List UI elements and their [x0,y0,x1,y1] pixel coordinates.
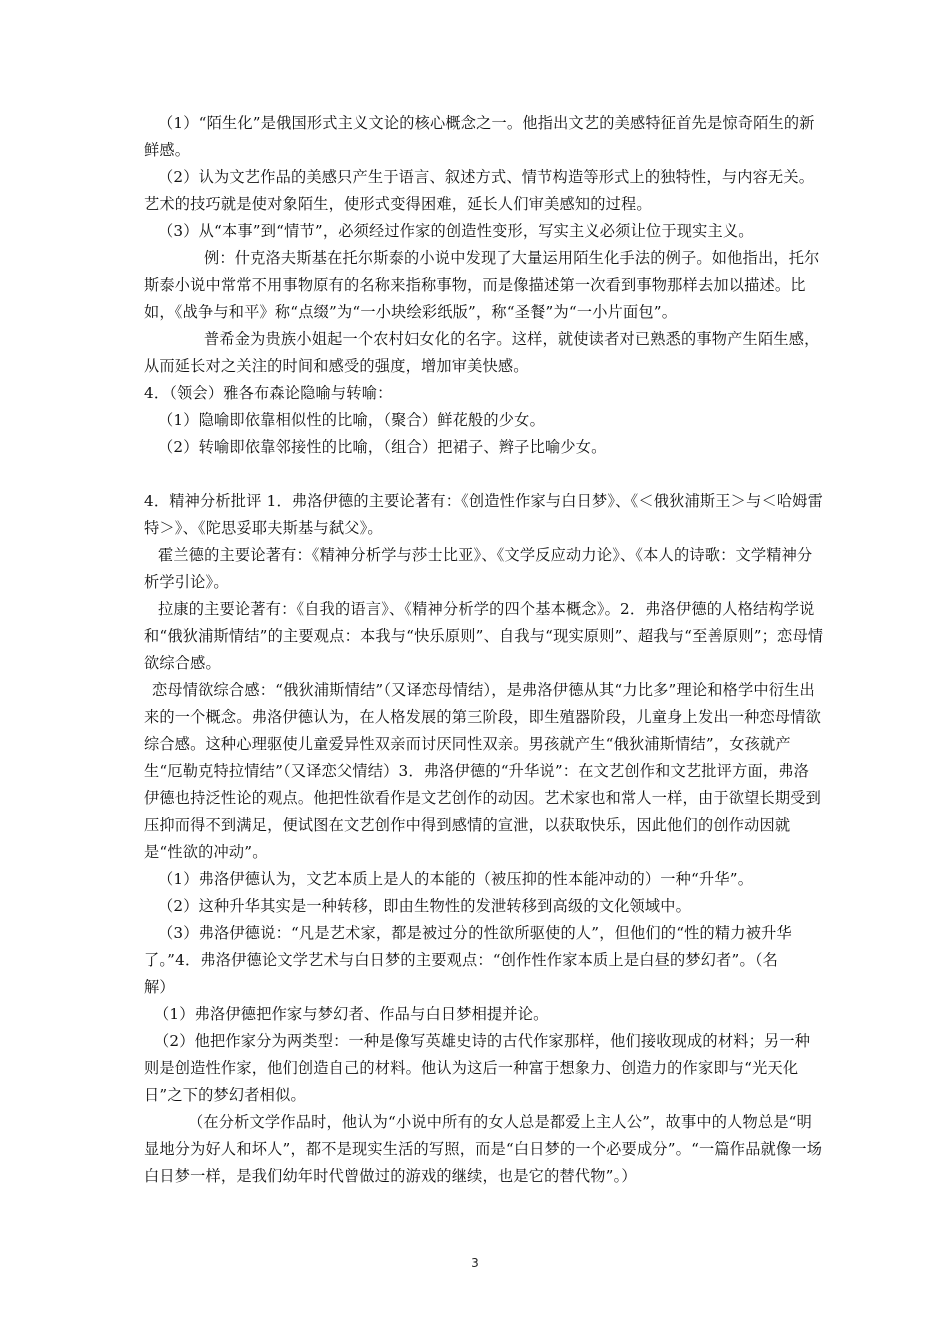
paragraph: 霍兰德的主要论著有：《精神分析学与莎士比亚》、《文学反应动力论》、《本人的诗歌：文学精神分析学引论》。 [144,546,813,591]
paragraph: 例：什克洛夫斯基在托尔斯泰的小说中发现了大量运用陌生化手法的例子。如他指出，托尔斯泰小说中常常不用事物原有的名称来指称事物，而是像描述第一次看到事物那样去加以描述。比如，《战争与和平》称“点缀”为“一小块绘彩纸版”，称“圣餐”为“一小片面包”。 [144,249,820,321]
blank-line [144,461,824,488]
paragraph: （3）弗洛伊德说：“凡是艺术家，都是被过分的性欲所驱使的人”，但他们的“性的精力被升华了。”4．弗洛伊德论文学艺术与白日梦的主要观点：“创作性作家本质上是白昼的梦幻者”。（名 [144,924,792,969]
paragraph: 恋母情欲综合感：“俄狄浦斯情结”（又译恋母情结），是弗洛伊德从其“力比多”理论和格学中衍生出来的一个概念。弗洛伊德认为，在人格发展的第三阶段，即生殖器阶段，儿童身上发出一种恋母情欲综合感。这种心理驱使儿童爱异性双亲而讨厌同性双亲。男孩就产生“俄狄浦斯情结”，女孩就产生“厄勒克特拉情结”（又译恋父情结）3．弗洛伊德的“升华说”：在文艺创作和文艺批评方面，弗洛伊德也持泛性论的观点。他把性欲看作是文艺创作的动因。艺术家也和常人一样，由于欲望长期受到压抑而得不到满足，便试图在文艺创作中得到感情的宣泄，以获取快乐，因此他们的创作动因就是“性欲的冲动”。 [144,681,822,861]
paragraph: 拉康的主要论著有：《自我的语言》、《精神分析学的四个基本概念》。2．弗洛伊德的人格结构学说和“俄狄浦斯情结”的主要观点：本我与“快乐原则”、自我与“现实原则”、超我与“至善原则”；恋母情欲综合感。 [144,600,824,672]
paragraph: （2）他把作家分为两类型：一种是像写英雄史诗的古代作家那样，他们接收现成的材料；另一种则是创造性作家，他们创造自己的材料。他认为这后一种富于想象力、创造力的作家即与“光天化日”之下的梦幻者相似。 [144,1032,811,1104]
paragraph: （1）弗洛伊德认为，文艺本质上是人的本能的（被压抑的性本能冲动的）一种“升华”。 [158,870,754,888]
paragraph: （1）弗洛伊德把作家与梦幻者、作品与白日梦相提并论。 [154,1005,549,1023]
paragraph: （2）转喻即依靠邻接性的比喻，（组合）把裙子、辫子比喻少女。 [158,438,607,456]
section-heading: 4．精神分析批评 1．弗洛伊德的主要论著有：《创造性作家与白日梦》、《＜俄狄浦斯王＞与＜哈姆雷特＞》、《陀思妥耶夫斯基与弑父》。 [144,492,824,537]
page-number: 3 [471,1256,479,1270]
document-body [144,110,824,1190]
paragraph: 普希金为贵族小姐起一个农村妇女化的名字。这样，就使读者对已熟悉的事物产生陌生感，从而延长对之关注的时间和感受的强度，增加审美快感。 [144,330,820,375]
paragraph: （1）隐喻即依靠相似性的比喻，（聚合）鲜花般的少女。 [158,411,545,429]
paragraph: （3）从“本事”到“情节”，必须经过作家的创造性变形，写实主义必须让位于现实主义。 [158,222,754,240]
section-heading: 4．（领会）雅各布森论隐喻与转喻： [144,384,393,402]
paragraph: （2）这种升华其实是一种转移，即由生物性的发泄转移到高级的文化领域中。 [158,897,692,915]
paragraph: （在分析文学作品时，他认为“小说中所有的女人总是都爱上主人公”，故事中的人物总是“明显地分为好人和坏人”，都不是现实生活的写照，而是“白日梦的一个必要成分”。“一篇作品就像一场白日梦一样，是我们幼年时代曾做过的游戏的继续，也是它的替代物”。） [144,1113,823,1185]
paragraph: （2）认为文艺作品的美感只产生于语言、叙述方式、情节构造等形式上的独特性，与内容无关。艺术的技巧就是使对象陌生，使形式变得困难，延长人们审美感知的过程。 [144,168,815,213]
paragraph: 解） [144,978,175,996]
paragraph: （1）“陌生化”是俄国形式主义文论的核心概念之一。他指出文艺的美感特征首先是惊奇陌生的新鲜感。 [144,114,815,159]
